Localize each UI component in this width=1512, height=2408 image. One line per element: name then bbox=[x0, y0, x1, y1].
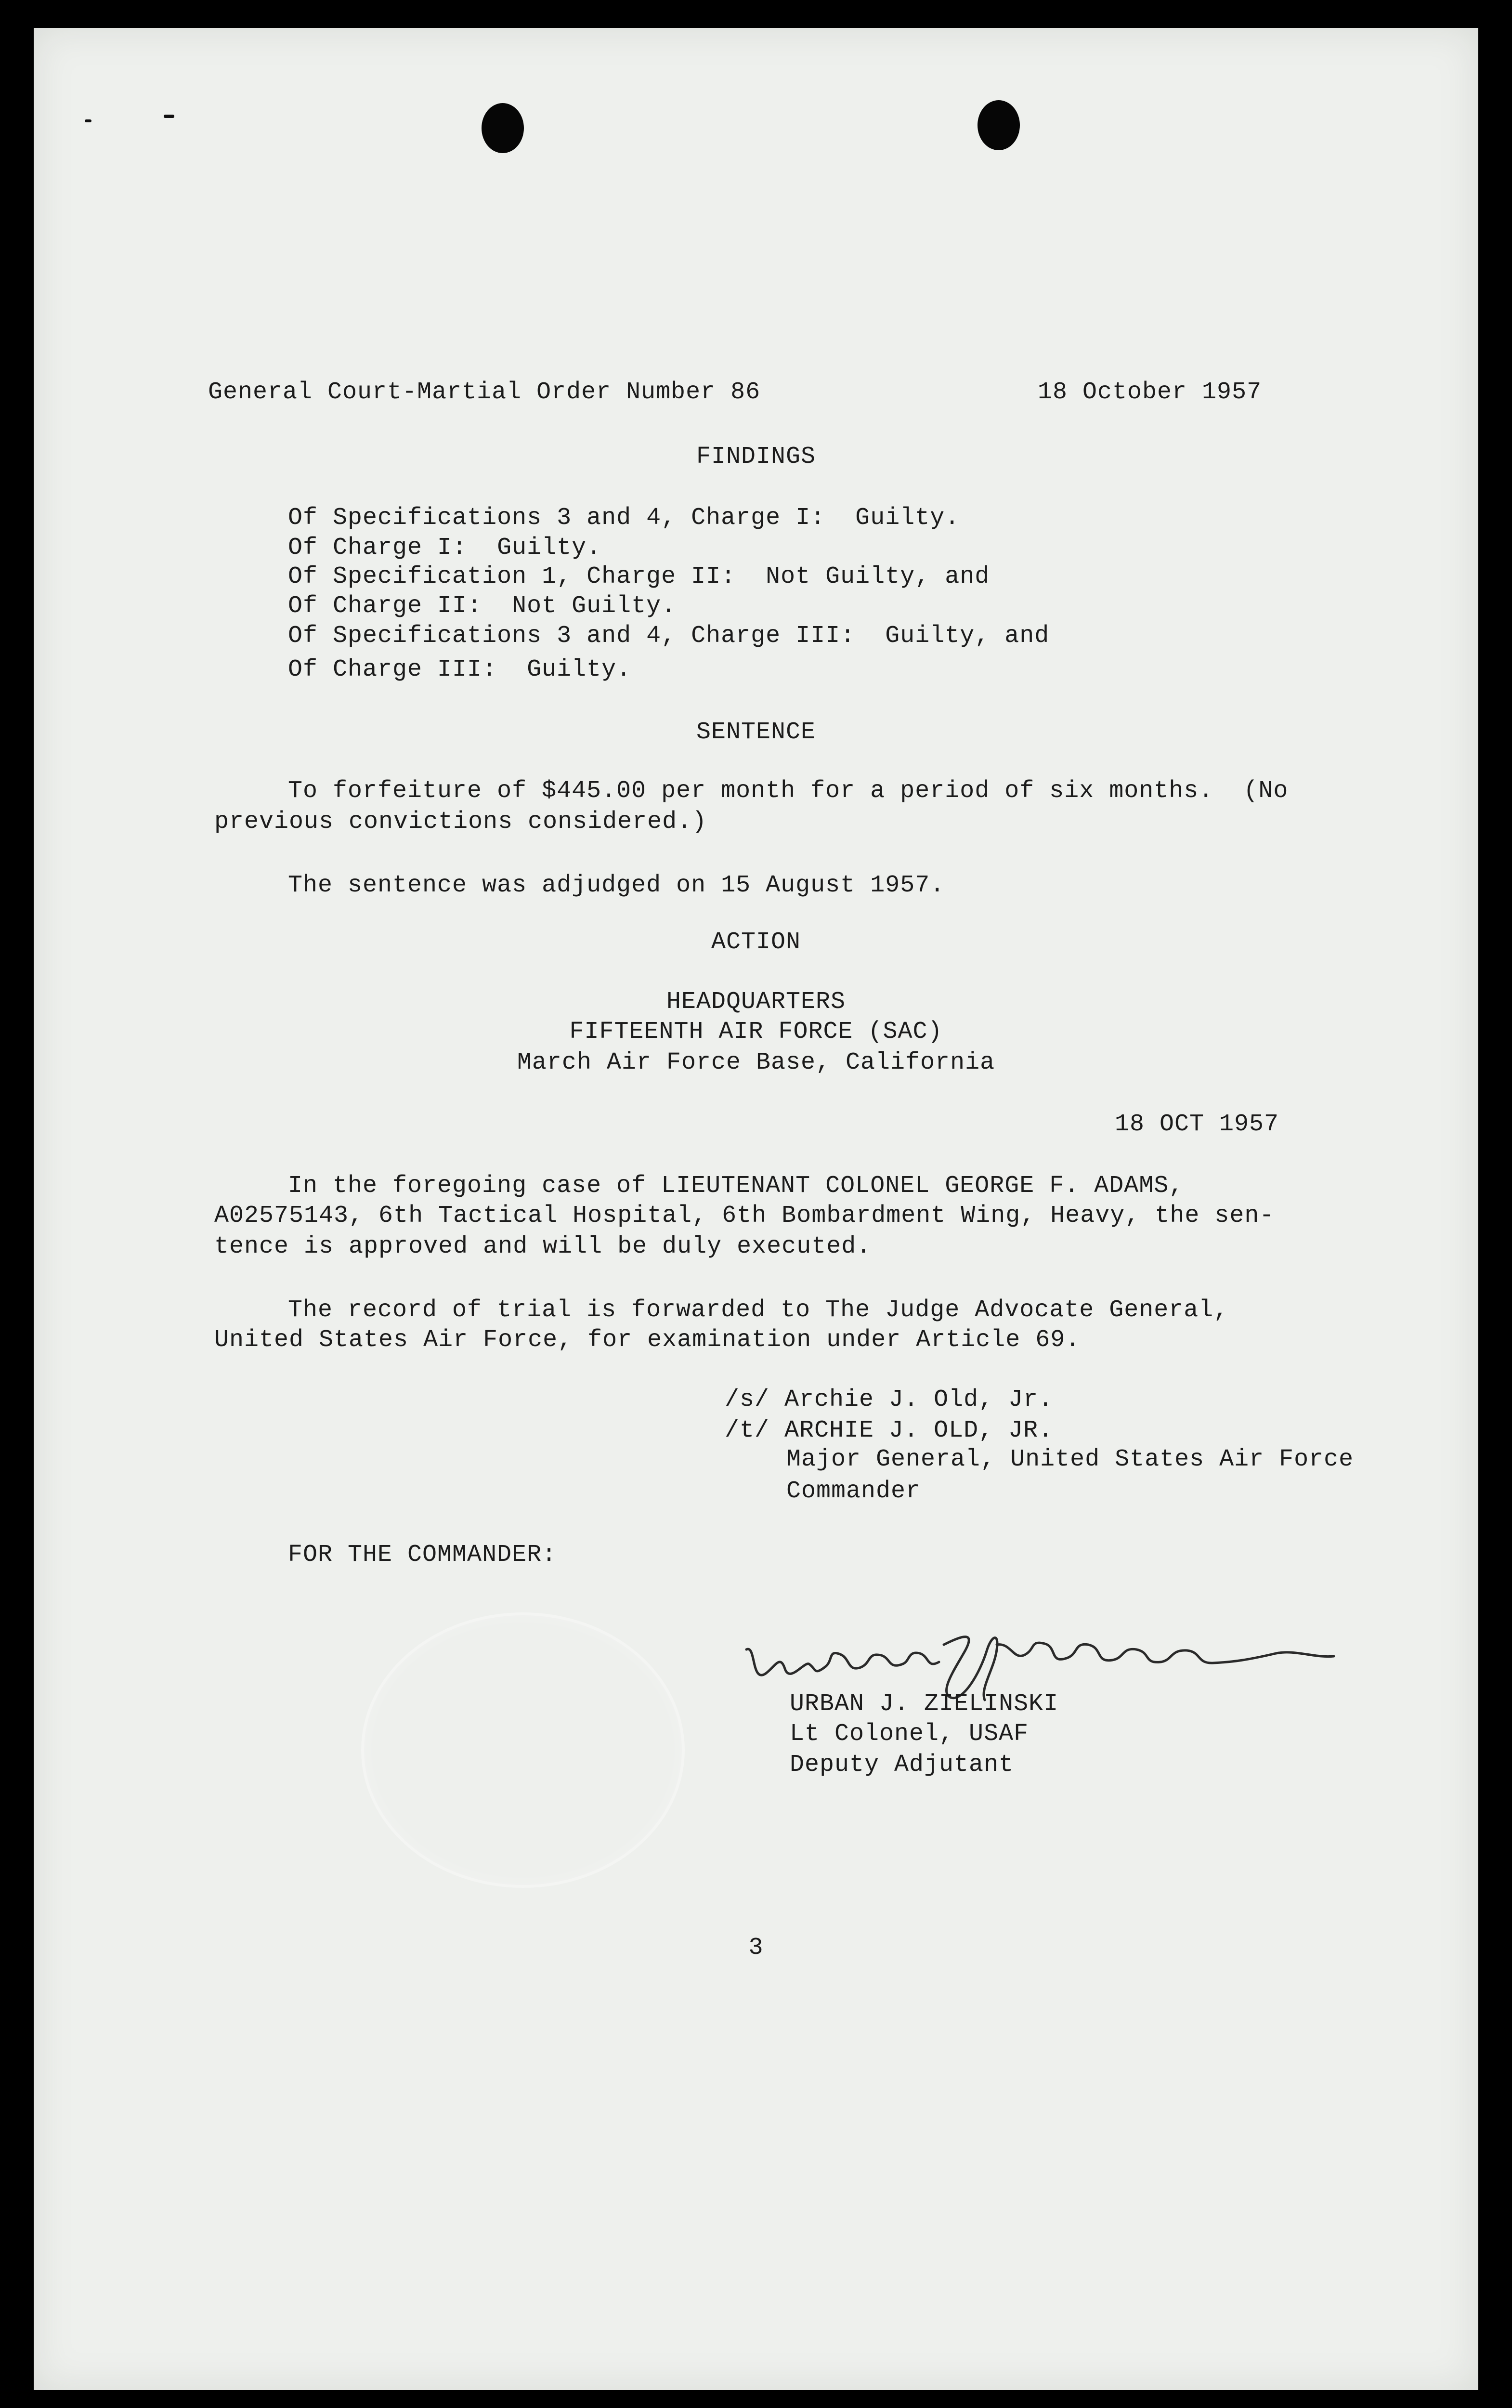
punch-hole-right bbox=[978, 100, 1020, 150]
findings-heading: FINDINGS bbox=[696, 443, 816, 471]
finding-line: Of Specification 1, Charge II: Not Guilty, and bbox=[288, 563, 990, 590]
commander-title: Commander bbox=[786, 1478, 921, 1505]
order-date: 18 October 1957 bbox=[1038, 379, 1262, 406]
adjutant-title: Deputy Adjutant bbox=[790, 1751, 1014, 1779]
paper-speck bbox=[85, 119, 91, 122]
typed-line: /t/ ARCHIE J. OLD, JR. bbox=[725, 1417, 1054, 1444]
finding-line: Of Charge I: Guilty. bbox=[288, 534, 602, 562]
action-heading: ACTION bbox=[711, 929, 801, 956]
for-the-commander-label: FOR THE COMMANDER: bbox=[288, 1541, 557, 1569]
headquarters-line: March Air Force Base, California bbox=[517, 1049, 995, 1076]
signed-line: /s/ Archie J. Old, Jr. bbox=[725, 1386, 1054, 1413]
punch-hole-left bbox=[482, 103, 524, 153]
sentence-line-1: To forfeiture of $445.00 per month for a period of six months. (No bbox=[288, 777, 1289, 805]
headquarters-line: FIFTEENTH AIR FORCE (SAC) bbox=[569, 1018, 943, 1046]
adjutant-rank: Lt Colonel, USAF bbox=[790, 1720, 1029, 1748]
finding-line: Of Specifications 3 and 4, Charge III: Guilty, and bbox=[288, 622, 1050, 650]
action-paragraph-line: A02575143, 6th Tactical Hospital, 6th Bombardment Wing, Heavy, the sen- bbox=[214, 1202, 1275, 1230]
action-paragraph-line: In the foregoing case of LIEUTENANT COLONEL GEORGE F. ADAMS, bbox=[288, 1172, 1184, 1200]
embossed-seal bbox=[361, 1612, 685, 1888]
headquarters-line: HEADQUARTERS bbox=[666, 988, 846, 1016]
action-date: 18 OCT 1957 bbox=[1115, 1111, 1279, 1138]
sentence-heading: SENTENCE bbox=[696, 719, 816, 746]
action-paragraph-line: The record of trial is forwarded to The Judge Advocate General, bbox=[288, 1296, 1229, 1324]
action-paragraph-line: tence is approved and will be duly executed. bbox=[214, 1233, 872, 1260]
paper-speck bbox=[164, 115, 174, 118]
finding-line: Of Charge II: Not Guilty. bbox=[288, 592, 677, 620]
page-number: 3 bbox=[748, 1934, 764, 1962]
sentence-adjudged: The sentence was adjudged on 15 August 1957. bbox=[288, 872, 945, 899]
finding-line: Of Charge III: Guilty. bbox=[288, 656, 632, 683]
commander-rank: Major General, United States Air Force bbox=[786, 1446, 1354, 1473]
sentence-line-2: previous convictions considered.) bbox=[214, 808, 707, 836]
adjutant-name: URBAN J. ZIELINSKI bbox=[790, 1690, 1059, 1718]
finding-line: Of Specifications 3 and 4, Charge I: Guilty. bbox=[288, 504, 960, 532]
order-title: General Court-Martial Order Number 86 bbox=[208, 379, 761, 406]
action-paragraph-line: United States Air Force, for examination under Article 69. bbox=[214, 1326, 1081, 1354]
